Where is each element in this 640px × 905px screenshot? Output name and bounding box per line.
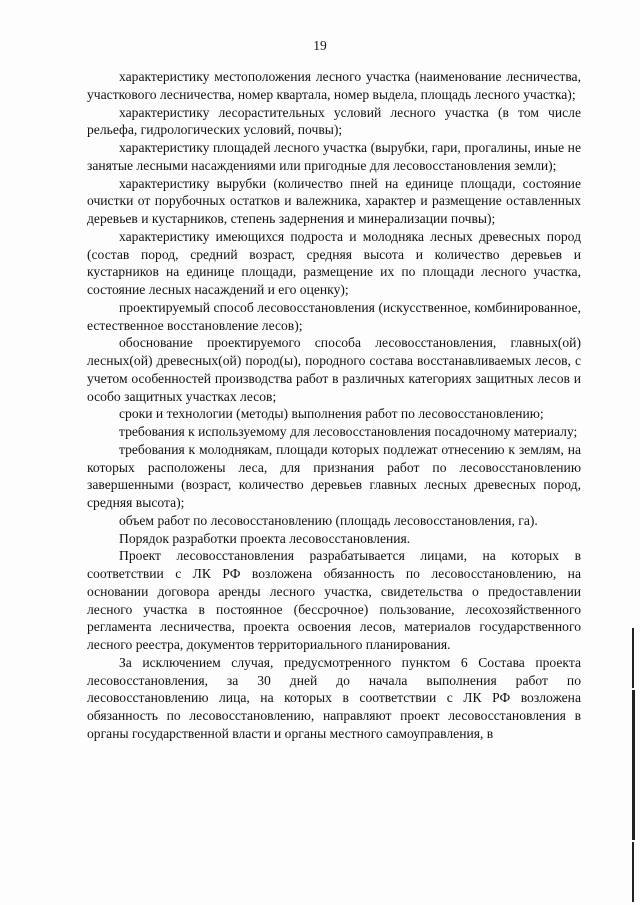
paragraph: характеристику лесорастительных условий лесного участка (в том числе рельефа, гидрологических условий, почвы); bbox=[87, 104, 581, 138]
page-number: 19 bbox=[313, 38, 327, 53]
paragraph: характеристику вырубки (количество пней на единице площади, состояние очистки от порубочных остатков и валежника, характер и размещение оставленных деревьев и кустарников, степень задернения и минерализации почвы); bbox=[87, 175, 581, 226]
paragraph: сроки и технологии (методы) выполнения работ по лесовосстановлению; bbox=[119, 406, 544, 422]
paragraph: требования к используемому для лесовосстановления посадочному материалу; bbox=[119, 424, 578, 439]
paragraph: За исключением случая, предусмотренного пунктом 6 Состава проекта лесовосстановления, за 30 дней до начала выполнения работ по лесовосстановлению лица, на которых в соответствии с ЛК РФ возложена обязанность по лесовосстановлению, направляют проект лесовосстановления в органы государственной власти и органы местного самоуправления, в bbox=[87, 654, 581, 741]
paragraph: проектируемый способ лесовосстановления (искусственное, комбинированное, естественное восстановление лесов); bbox=[87, 299, 581, 333]
scan-edge-mark bbox=[632, 842, 634, 902]
paragraph: обоснование проектируемого способа лесовосстановления, главных(ой) лесных(ой) древесных(ой) пород(ы), породного состава восстанавливаемых лесов, с учетом особенностей производства работ в различных категориях защитных лесов и особо защитных участках лесов; bbox=[87, 335, 581, 404]
paragraph: Проект лесовосстановления разрабатывается лицами, на которых в соответствии с ЛК РФ возложена обязанность по лесовосстановлению, на основании договора аренды лесного участка, свидетельства о предоставлении лесного участка в постоянное (бессрочное) пользование, лесохозяйственного регламента лесничества, проекта освоения лесов, материалов государственного лесного реестра, документов территориального планирования. bbox=[87, 548, 581, 652]
paragraph: Порядок разработки проекта лесовосстановления. bbox=[119, 530, 411, 546]
scan-edge-mark bbox=[632, 628, 634, 688]
paragraph: объем работ по лесовосстановлению (площадь лесовосстановления, га). bbox=[119, 512, 538, 528]
paragraph: характеристику местоположения лесного участка (наименование лесничества, участкового лесничества, номер квартала, номер выдела, площадь лесного участка); bbox=[87, 69, 581, 102]
paragraph: характеристику имеющихся подроста и молодняка лесных древесных пород (состав пород, средний возраст, средняя высота и количество деревьев и кустарников на единице площади, размещение их по площади лесного участка, состояние лесных насаждений и его оценку); bbox=[87, 228, 581, 297]
scan-edge-mark bbox=[632, 690, 635, 840]
paragraph: характеристику площадей лесного участка (вырубки, гари, прогалины, иные не занятые лесными насаждениями или пригодные для лесовосстановления земли); bbox=[87, 140, 581, 173]
paragraph: требования к молоднякам, площади которых подлежат отнесению к землям, на которых расположены леса, для признания работ по лесовосстановлению завершенными (возраст, количество деревьев главных лесных древесных пород, средняя высота); bbox=[87, 441, 581, 510]
document-body bbox=[87, 68, 581, 743]
